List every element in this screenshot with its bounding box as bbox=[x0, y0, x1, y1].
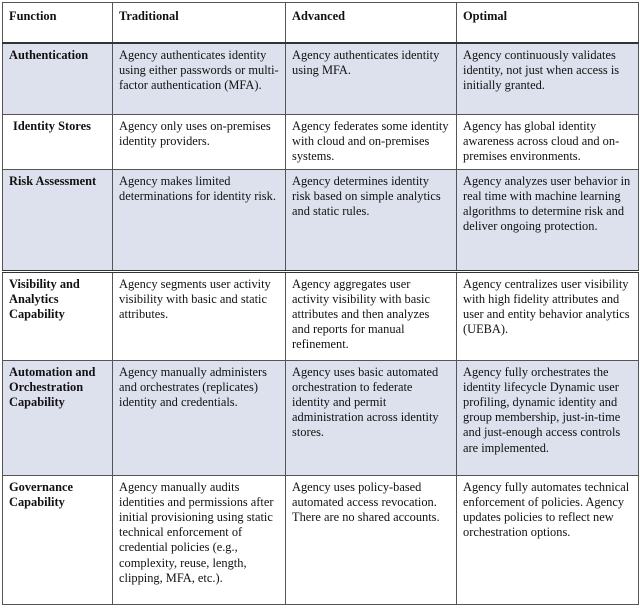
function-cell: Governance Capability bbox=[3, 475, 113, 604]
advanced-cell: Agency uses basic automated orchestration to federate identity and permit administration across identity stores. bbox=[286, 360, 457, 475]
header-function: Function bbox=[3, 3, 113, 44]
function-cell: Automation and Orchestration Capability bbox=[3, 360, 113, 475]
traditional-cell: Agency makes limited determinations for identity risk. bbox=[113, 169, 286, 271]
header-optimal: Optimal bbox=[457, 3, 639, 44]
header-advanced: Advanced bbox=[286, 3, 457, 44]
optimal-cell: Agency fully automates technical enforcement of policies. Agency updates policies to reflect new orchestration options. bbox=[457, 475, 639, 604]
optimal-cell: Agency has global identity awareness across cloud and on-premises environments. bbox=[457, 115, 639, 170]
traditional-cell: Agency segments user activity visibility with basic and static attributes. bbox=[113, 271, 286, 360]
advanced-cell: Agency federates some identity with cloud and on-premises systems. bbox=[286, 115, 457, 170]
maturity-table-container bbox=[2, 2, 638, 605]
advanced-cell: Agency uses policy-based automated access revocation. There are no shared accounts. bbox=[286, 475, 457, 604]
advanced-cell: Agency aggregates user activity visibility with basic attributes and then analyzes and reports for manual refinement. bbox=[286, 271, 457, 360]
table-row bbox=[3, 43, 639, 115]
header-traditional: Traditional bbox=[113, 3, 286, 44]
table-body bbox=[3, 43, 639, 604]
traditional-cell: Agency manually administers and orchestrates (replicates) identity and credentials. bbox=[113, 360, 286, 475]
optimal-cell: Agency analyzes user behavior in real time with machine learning algorithms to determine risk and deliver ongoing protection. bbox=[457, 169, 639, 271]
optimal-cell: Agency fully orchestrates the identity lifecycle Dynamic user profiling, dynamic identity and group membership, just-in-time and just-enough access controls are implemented. bbox=[457, 360, 639, 475]
table-row bbox=[3, 115, 639, 170]
advanced-cell: Agency determines identity risk based on simple analytics and static rules. bbox=[286, 169, 457, 271]
table-row bbox=[3, 475, 639, 604]
traditional-cell: Agency only uses on-premises identity providers. bbox=[113, 115, 286, 170]
function-cell: Visibility and Analytics Capability bbox=[3, 271, 113, 360]
advanced-cell: Agency authenticates identity using MFA. bbox=[286, 43, 457, 115]
traditional-cell: Agency authenticates identity using either passwords or multi-factor authentication (MFA). bbox=[113, 43, 286, 115]
table-header bbox=[3, 3, 639, 44]
optimal-cell: Agency continuously validates identity, not just when access is initially granted. bbox=[457, 43, 639, 115]
function-cell: Identity Stores bbox=[3, 115, 113, 170]
traditional-cell: Agency manually audits identities and permissions after initial provisioning using static technical enforcement of credential policies (e.g., complexity, reuse, length, clipping, MFA, etc.). bbox=[113, 475, 286, 604]
function-cell: Authentication bbox=[3, 43, 113, 115]
table-row bbox=[3, 360, 639, 475]
function-cell: Risk Assessment bbox=[3, 169, 113, 271]
optimal-cell: Agency centralizes user visibility with high fidelity attributes and user and entity behavior analytics (UEBA). bbox=[457, 271, 639, 360]
table-row bbox=[3, 271, 639, 360]
header-row bbox=[3, 3, 639, 44]
table-row bbox=[3, 169, 639, 271]
maturity-table bbox=[2, 2, 639, 605]
